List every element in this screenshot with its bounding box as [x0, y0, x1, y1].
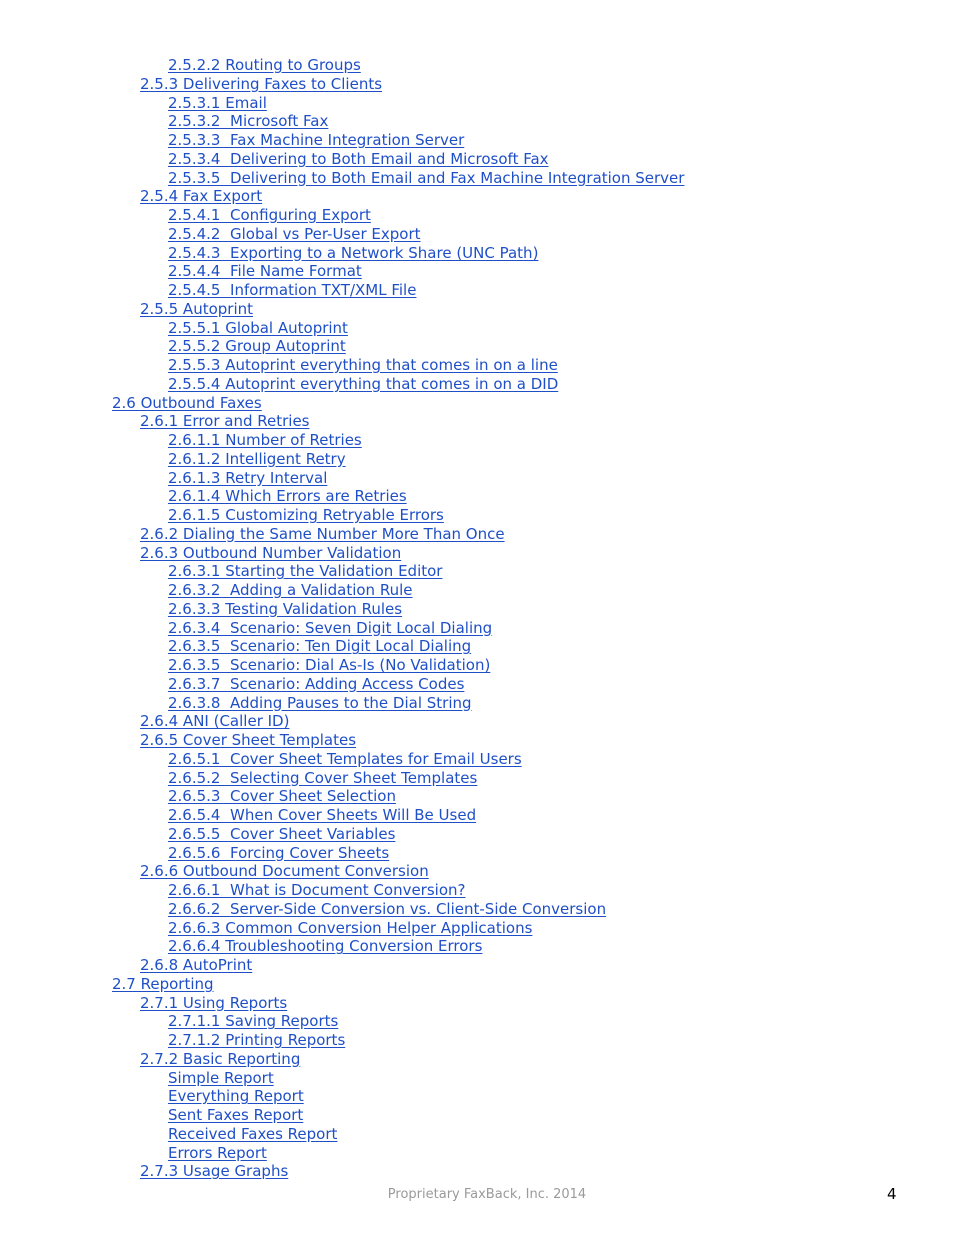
toc-entry: [0, 94, 954, 113]
toc-link[interactable]: 2.5.5.1 Global Autoprint: [168, 318, 348, 337]
toc-entry: [0, 787, 954, 806]
toc-link[interactable]: 2.5.4.1 Configuring Export: [168, 206, 371, 224]
toc-link[interactable]: 2.6.5.2 Selecting Cover Sheet Templates: [168, 768, 478, 787]
toc-entry: [0, 1069, 954, 1088]
toc-entry: [0, 131, 954, 150]
toc-link[interactable]: 2.5.2.2 Routing to Groups: [168, 56, 361, 74]
toc-link[interactable]: 2.5.3.1 Email: [168, 93, 267, 112]
toc-entry: [0, 600, 954, 619]
toc-link[interactable]: 2.6.1 Error and Retries: [140, 412, 310, 431]
toc-entry: [0, 506, 954, 525]
toc-entry: [0, 206, 954, 225]
toc-entry: [0, 112, 954, 131]
toc-entry: [0, 187, 954, 206]
toc-link[interactable]: 2.5.5.2 Group Autoprint: [168, 337, 346, 356]
toc-link[interactable]: 2.6.5.1 Cover Sheet Templates for Email Users: [168, 749, 522, 768]
toc-link[interactable]: 2.7.1.2 Printing Reports: [168, 1031, 346, 1049]
toc-entry: [0, 1144, 954, 1163]
toc-link[interactable]: 2.6.6.4 Troubleshooting Conversion Errors: [168, 937, 483, 956]
toc-link[interactable]: Sent Faxes Report: [168, 1106, 304, 1124]
toc-link[interactable]: 2.5.3.5 Delivering to Both Email and Fax Machine Integration Server: [168, 168, 685, 187]
toc-entry: [0, 169, 954, 188]
toc-link[interactable]: 2.7.1 Using Reports: [140, 993, 288, 1012]
toc-entry: [0, 750, 954, 769]
toc-link[interactable]: 2.6.4 ANI (Caller ID): [140, 712, 290, 731]
toc-entry: [0, 806, 954, 825]
toc-entry: [0, 694, 954, 713]
toc-entry: [0, 1087, 954, 1106]
toc-entry: [0, 431, 954, 450]
toc-link[interactable]: 2.5.4.4 File Name Format: [168, 262, 362, 281]
toc-link[interactable]: 2.6.6.1 What is Document Conversion?: [168, 881, 466, 899]
toc-entry: [0, 881, 954, 900]
toc-entry: [0, 544, 954, 563]
toc-entry: [0, 1050, 954, 1069]
toc-entry: [0, 300, 954, 319]
toc-entry: [0, 975, 954, 994]
toc-link[interactable]: 2.7 Reporting: [112, 974, 214, 993]
toc-entry: [0, 375, 954, 394]
toc-entry: [0, 900, 954, 919]
toc-link[interactable]: 2.6.5.3 Cover Sheet Selection: [168, 787, 396, 806]
toc-entry: [0, 994, 954, 1013]
toc-link[interactable]: 2.5.5.4 Autoprint everything that comes in on a DID: [168, 374, 559, 393]
toc-entry: [0, 937, 954, 956]
toc-entry: [0, 1125, 954, 1144]
toc-link[interactable]: 2.6.1.1 Number of Retries: [168, 431, 362, 449]
toc-entry: [0, 1012, 954, 1031]
toc-link[interactable]: 2.6.5.5 Cover Sheet Variables: [168, 824, 396, 843]
toc-link[interactable]: 2.6.6 Outbound Document Conversion: [140, 862, 429, 881]
toc-entry: [0, 262, 954, 281]
footer-copyright: Proprietary FaxBack, Inc. 2014: [387, 1187, 587, 1202]
page-number: 4: [887, 1185, 897, 1203]
toc-link[interactable]: 2.6.1.2 Intelligent Retry: [168, 449, 346, 468]
toc-link[interactable]: 2.6.1.3 Retry Interval: [168, 468, 328, 487]
table-of-contents: [0, 56, 954, 1181]
toc-link[interactable]: 2.5.4.5 Information TXT/XML File: [168, 281, 417, 299]
toc-entry: [0, 1031, 954, 1050]
toc-link[interactable]: 2.6.3.3 Testing Validation Rules: [168, 599, 403, 618]
toc-entry: [0, 712, 954, 731]
toc-entry: [0, 150, 954, 169]
toc-entry: [0, 769, 954, 788]
toc-link[interactable]: 2.6.5 Cover Sheet Templates: [140, 731, 357, 749]
toc-entry: [0, 619, 954, 638]
toc-entry: [0, 487, 954, 506]
toc-link[interactable]: Everything Report: [168, 1087, 304, 1106]
toc-entry: [0, 337, 954, 356]
toc-entry: [0, 469, 954, 488]
toc-link[interactable]: 2.6.3.8 Adding Pauses to the Dial String: [168, 693, 472, 712]
toc-entry: [0, 281, 954, 300]
toc-link[interactable]: 2.5.4.3 Exporting to a Network Share (UNC Path): [168, 243, 539, 262]
toc-link[interactable]: Simple Report: [168, 1068, 274, 1087]
toc-entry: [0, 731, 954, 750]
toc-entry: [0, 1162, 954, 1181]
toc-link[interactable]: 2.6.8 AutoPrint: [140, 956, 253, 974]
toc-link[interactable]: 2.6.3.4 Scenario: Seven Digit Local Dialing: [168, 618, 493, 637]
toc-entry: [0, 844, 954, 863]
toc-link[interactable]: 2.6.3.7 Scenario: Adding Access Codes: [168, 674, 465, 693]
toc-link[interactable]: 2.6.3.1 Starting the Validation Editor: [168, 562, 443, 581]
toc-entry: [0, 562, 954, 581]
toc-link[interactable]: 2.5.4.2 Global vs Per-User Export: [168, 224, 421, 243]
toc-link[interactable]: 2.5.5.3 Autoprint everything that comes in on a line: [168, 356, 558, 374]
toc-link[interactable]: 2.6.3.5 Scenario: Dial As-Is (No Validation): [168, 656, 491, 674]
toc-entry: [0, 56, 954, 75]
toc-link[interactable]: 2.7.1.1 Saving Reports: [168, 1012, 339, 1031]
toc-entry: [0, 356, 954, 375]
toc-link[interactable]: 2.6.3.5 Scenario: Ten Digit Local Dialing: [168, 637, 472, 656]
toc-entry: [0, 412, 954, 431]
toc-link[interactable]: 2.6.1.4 Which Errors are Retries: [168, 487, 407, 506]
toc-link[interactable]: 2.5.4 Fax Export: [140, 187, 263, 206]
toc-entry: [0, 450, 954, 469]
toc-entry: [0, 825, 954, 844]
toc-entry: [0, 75, 954, 94]
toc-link[interactable]: 2.6.6.2 Server-Side Conversion vs. Client-Side Conversion: [168, 899, 607, 918]
toc-entry: [0, 637, 954, 656]
toc-entry: [0, 319, 954, 338]
toc-link[interactable]: 2.5.3.2 Microsoft Fax: [168, 112, 329, 131]
toc-link[interactable]: 2.6 Outbound Faxes: [112, 393, 262, 412]
toc-link[interactable]: Received Faxes Report: [168, 1124, 338, 1143]
toc-link[interactable]: 2.6.1.5 Customizing Retryable Errors: [168, 506, 444, 524]
toc-link[interactable]: Errors Report: [168, 1143, 267, 1162]
toc-entry: [0, 581, 954, 600]
toc-link[interactable]: 2.6.2 Dialing the Same Number More Than Once: [140, 524, 505, 543]
toc-link[interactable]: 2.5.5 Autoprint: [140, 299, 254, 318]
toc-entry: [0, 675, 954, 694]
toc-entry: [0, 394, 954, 413]
toc-link[interactable]: 2.7.2 Basic Reporting: [140, 1049, 301, 1068]
toc-link[interactable]: 2.5.3.3 Fax Machine Integration Server: [168, 131, 465, 149]
toc-entry: [0, 244, 954, 263]
toc-entry: [0, 956, 954, 975]
toc-link[interactable]: 2.5.3 Delivering Faxes to Clients: [140, 74, 383, 93]
toc-entry: [0, 225, 954, 244]
toc-entry: [0, 1106, 954, 1125]
toc-link[interactable]: 2.6.3 Outbound Number Validation: [140, 543, 402, 562]
toc-link[interactable]: 2.6.5.6 Forcing Cover Sheets: [168, 843, 390, 862]
toc-link[interactable]: 2.7.3 Usage Graphs: [140, 1162, 289, 1181]
toc-entry: [0, 919, 954, 938]
toc-link[interactable]: 2.6.6.3 Common Conversion Helper Applications: [168, 918, 533, 937]
toc-entry: [0, 525, 954, 544]
toc-link[interactable]: 2.6.3.2 Adding a Validation Rule: [168, 581, 413, 599]
toc-link[interactable]: 2.6.5.4 When Cover Sheets Will Be Used: [168, 806, 477, 824]
toc-entry: [0, 656, 954, 675]
toc-link[interactable]: 2.5.3.4 Delivering to Both Email and Microsoft Fax: [168, 149, 549, 168]
toc-entry: [0, 862, 954, 881]
